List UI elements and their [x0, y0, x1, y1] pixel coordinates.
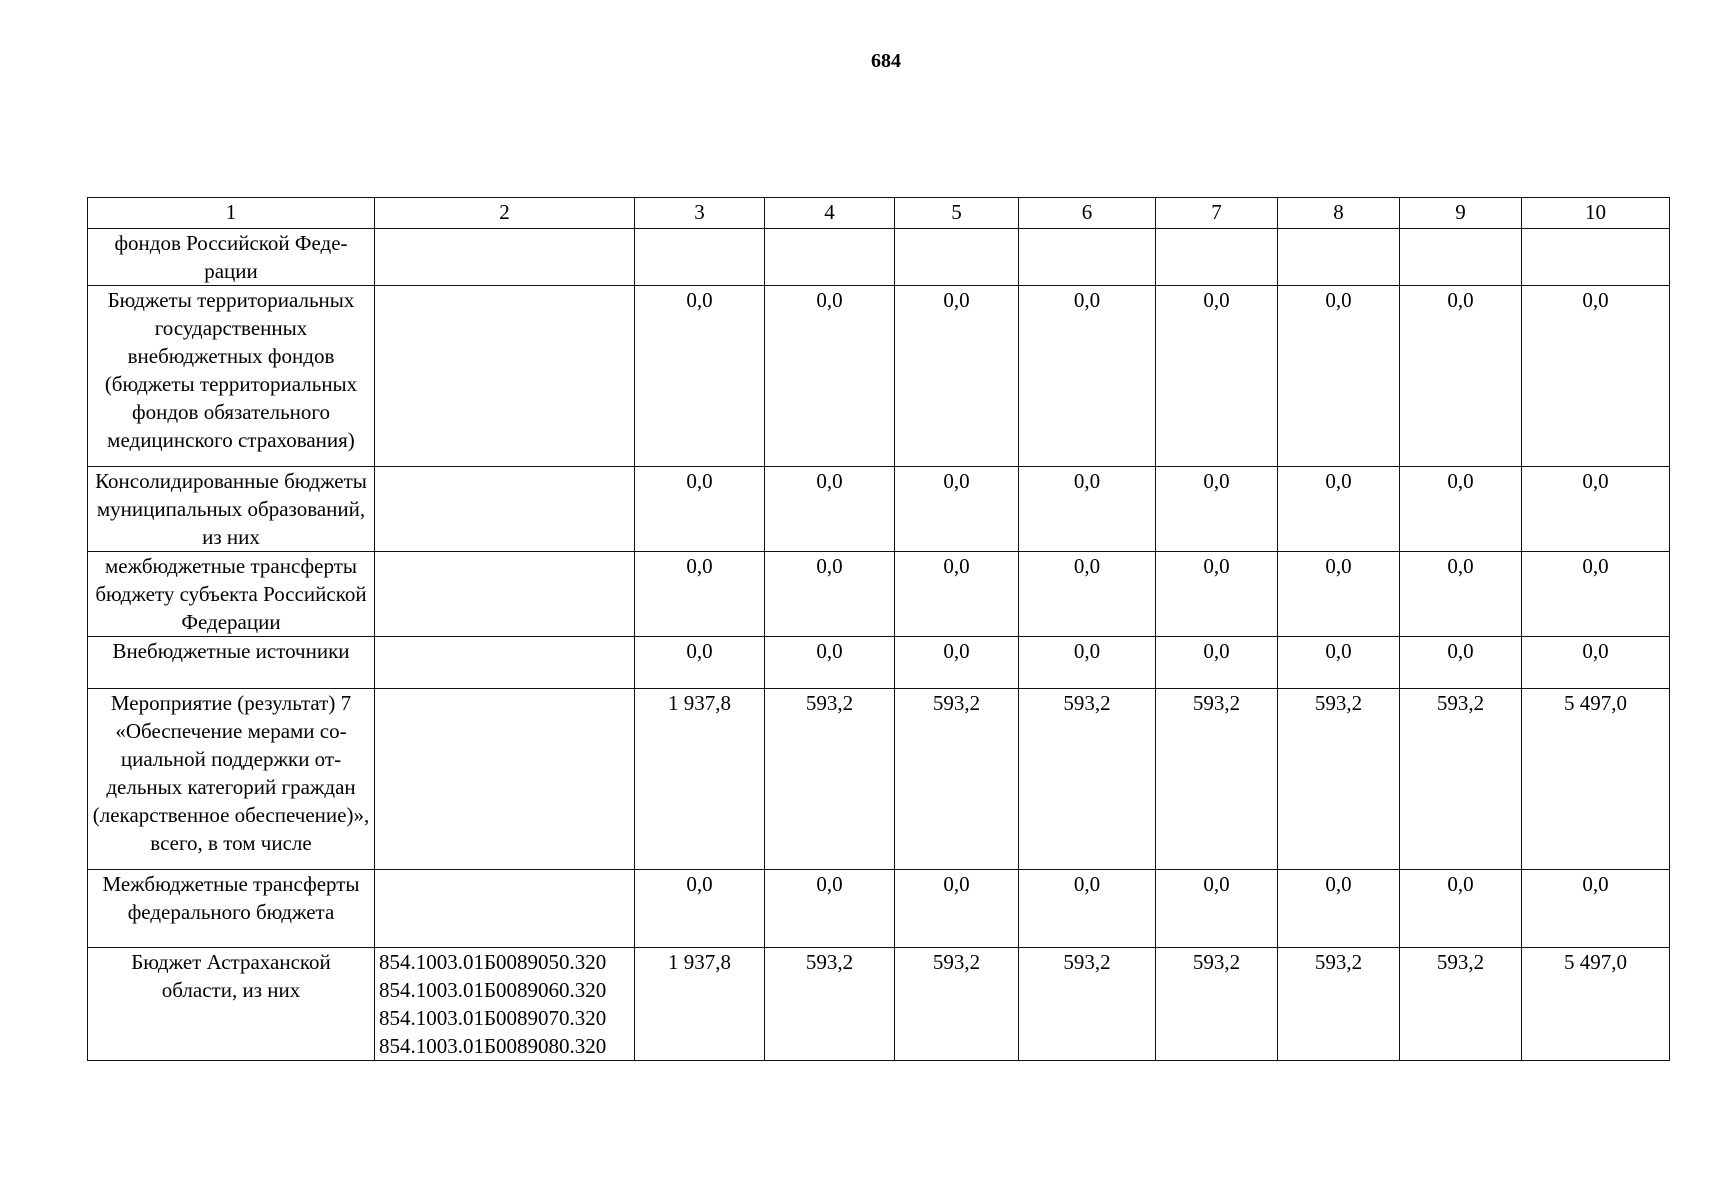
value-cell: 593,2	[765, 689, 895, 870]
value-cell: 593,2	[1019, 948, 1156, 1061]
value-cell: 0,0	[1400, 286, 1522, 467]
value-cell	[895, 229, 1019, 286]
budget-code: 854.1003.01Б0089080.320	[379, 1034, 607, 1058]
value-cell: 593,2	[1400, 689, 1522, 870]
value-cell: 0,0	[765, 467, 895, 552]
budget-code-cell	[375, 552, 635, 637]
column-header: 7	[1156, 198, 1278, 229]
budget-code-cell	[375, 467, 635, 552]
table-row	[88, 286, 1670, 467]
row-label: Бюджеты территориальных государственных внебюджетных фондов (бюджеты территориальных фондов обязательного медицинского страхования)	[88, 286, 375, 467]
value-cell: 0,0	[1019, 467, 1156, 552]
value-cell: 0,0	[1522, 870, 1670, 948]
value-cell: 593,2	[895, 689, 1019, 870]
value-cell: 0,0	[1400, 637, 1522, 689]
row-label: фондов Российской Федерации	[88, 229, 375, 286]
value-cell: 593,2	[1400, 948, 1522, 1061]
value-cell: 593,2	[1156, 948, 1278, 1061]
row-label: межбюджетные трансферты бюджету субъекта Российской Федерации	[88, 552, 375, 637]
value-cell: 0,0	[1278, 637, 1400, 689]
value-cell: 0,0	[635, 870, 765, 948]
budget-code: 854.1003.01Б0089050.320	[379, 950, 607, 974]
value-cell: 0,0	[895, 552, 1019, 637]
row-label: Мероприятие (результат) 7 «Обеспечение мерами социальной поддержки отдельных категорий граждан (лекарственное обеспечение)», всего, в том числе	[88, 689, 375, 870]
column-header: 4	[765, 198, 895, 229]
value-cell: 0,0	[1019, 870, 1156, 948]
value-cell: 0,0	[1156, 286, 1278, 467]
budget-code-cell	[375, 229, 635, 286]
table-body	[88, 229, 1670, 1061]
budget-code-cell	[375, 689, 635, 870]
value-cell: 0,0	[635, 637, 765, 689]
value-cell: 0,0	[1522, 637, 1670, 689]
table-row	[88, 637, 1670, 689]
column-header: 6	[1019, 198, 1156, 229]
table-row	[88, 689, 1670, 870]
value-cell: 0,0	[635, 552, 765, 637]
header-row	[88, 198, 1670, 229]
value-cell	[1278, 229, 1400, 286]
value-cell: 0,0	[1019, 552, 1156, 637]
value-cell: 0,0	[1156, 637, 1278, 689]
budget-code-cell	[375, 948, 635, 1061]
budget-code-cell	[375, 286, 635, 467]
budget-table	[87, 197, 1670, 1061]
value-cell: 0,0	[1522, 286, 1670, 467]
value-cell: 0,0	[1278, 286, 1400, 467]
value-cell: 593,2	[765, 948, 895, 1061]
value-cell: 1 937,8	[635, 948, 765, 1061]
column-header: 8	[1278, 198, 1400, 229]
value-cell: 0,0	[1278, 870, 1400, 948]
value-cell: 0,0	[895, 870, 1019, 948]
column-header: 2	[375, 198, 635, 229]
page-number: 684	[871, 50, 901, 72]
value-cell	[1522, 229, 1670, 286]
budget-code: 854.1003.01Б0089070.320	[379, 1006, 607, 1030]
value-cell: 5 497,0	[1522, 689, 1670, 870]
value-cell: 0,0	[765, 286, 895, 467]
value-cell	[1400, 229, 1522, 286]
value-cell: 0,0	[1278, 467, 1400, 552]
value-cell: 0,0	[895, 637, 1019, 689]
row-label: Консолидированные бюджеты муниципальных образований, из них	[88, 467, 375, 552]
table-row	[88, 229, 1670, 286]
column-header: 10	[1522, 198, 1670, 229]
table-row	[88, 552, 1670, 637]
value-cell: 593,2	[1278, 689, 1400, 870]
column-header: 5	[895, 198, 1019, 229]
budget-code-cell	[375, 637, 635, 689]
budget-code-cell	[375, 870, 635, 948]
value-cell: 0,0	[1400, 552, 1522, 637]
value-cell: 0,0	[1400, 870, 1522, 948]
value-cell: 0,0	[1278, 552, 1400, 637]
value-cell: 0,0	[895, 286, 1019, 467]
value-cell: 0,0	[1400, 467, 1522, 552]
value-cell	[765, 229, 895, 286]
value-cell: 0,0	[635, 286, 765, 467]
value-cell: 0,0	[1019, 637, 1156, 689]
value-cell: 0,0	[1522, 467, 1670, 552]
value-cell: 1 937,8	[635, 689, 765, 870]
value-cell: 0,0	[1522, 552, 1670, 637]
value-cell	[635, 229, 765, 286]
value-cell: 0,0	[1019, 286, 1156, 467]
value-cell: 0,0	[1156, 467, 1278, 552]
value-cell: 0,0	[765, 870, 895, 948]
value-cell: 0,0	[635, 467, 765, 552]
value-cell: 593,2	[1156, 689, 1278, 870]
value-cell	[1156, 229, 1278, 286]
value-cell: 593,2	[1019, 689, 1156, 870]
value-cell: 0,0	[1156, 552, 1278, 637]
column-header: 9	[1400, 198, 1522, 229]
column-header: 3	[635, 198, 765, 229]
value-cell	[1019, 229, 1156, 286]
column-header: 1	[88, 198, 375, 229]
value-cell: 0,0	[765, 637, 895, 689]
value-cell: 0,0	[765, 552, 895, 637]
row-label: Внебюджетные источники	[88, 637, 375, 689]
table-row	[88, 467, 1670, 552]
row-label: Бюджет Астраханской области, из них	[88, 948, 375, 1061]
value-cell: 593,2	[1278, 948, 1400, 1061]
table-row	[88, 948, 1670, 1061]
table-row	[88, 870, 1670, 948]
value-cell: 0,0	[895, 467, 1019, 552]
row-label: Межбюджетные трансферты федерального бюджета	[88, 870, 375, 948]
value-cell: 593,2	[895, 948, 1019, 1061]
value-cell: 0,0	[1156, 870, 1278, 948]
budget-code: 854.1003.01Б0089060.320	[379, 978, 607, 1002]
value-cell: 5 497,0	[1522, 948, 1670, 1061]
